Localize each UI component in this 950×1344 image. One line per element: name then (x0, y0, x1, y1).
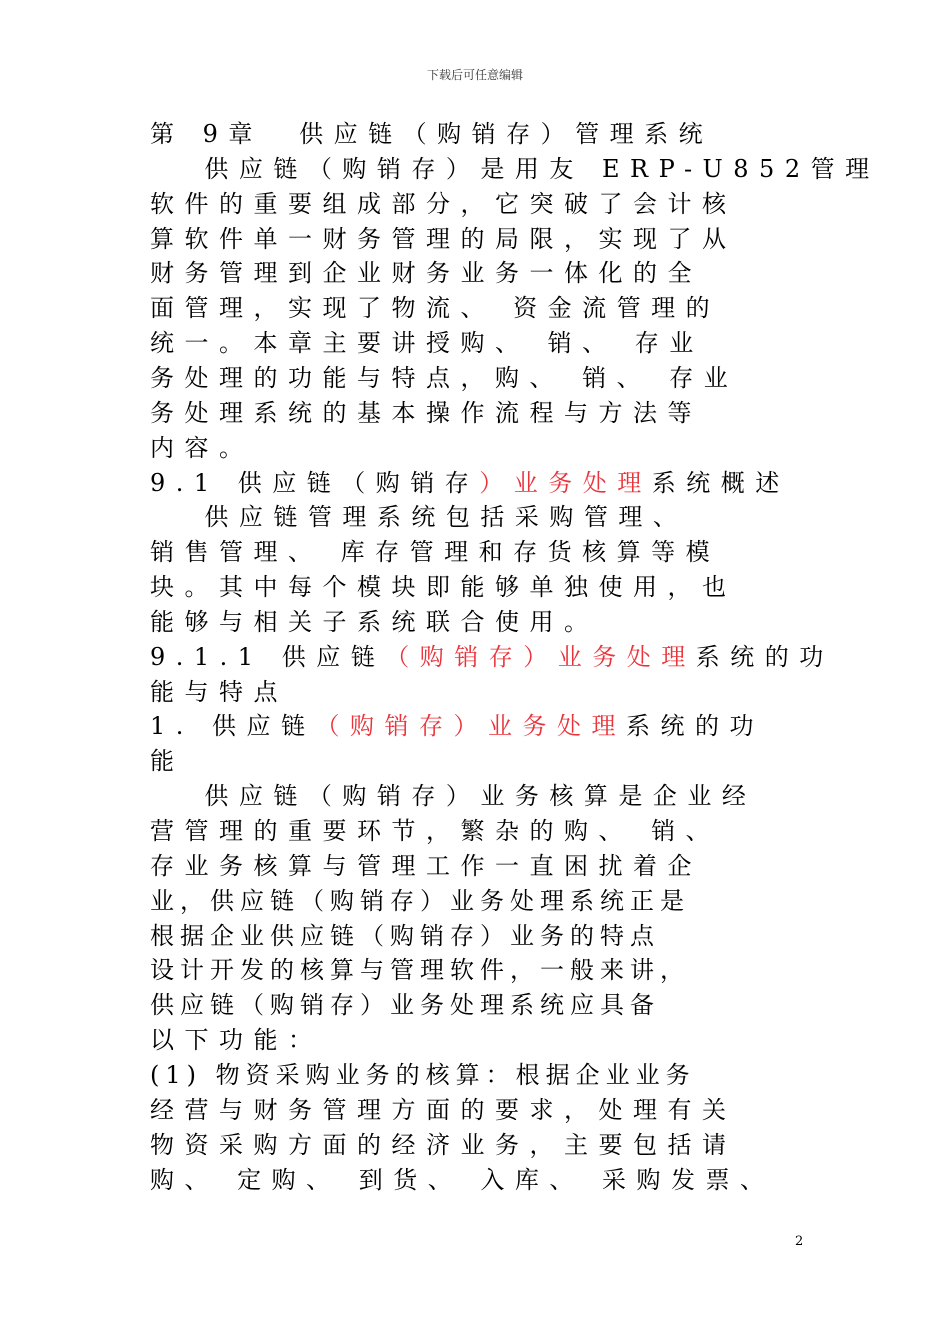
highlighted-text: （购销存）业务处理 (315, 712, 627, 741)
text-line (150, 537, 720, 567)
text-line (150, 363, 738, 393)
text-segment: 购、 定购、 到货、 入库、 采购发票、 (150, 1165, 775, 1194)
text-line (150, 886, 690, 916)
text-line (150, 851, 702, 881)
text-segment: 物资采购方面的经济业务，主要包括请 (150, 1130, 737, 1159)
text-segment: 营管理的重要环节，繁杂的购、 销、 (150, 817, 721, 845)
text-line (150, 955, 690, 985)
text-segment: 软件的重要组成部分，它突破了会计核 (150, 189, 737, 218)
text-segment: 经营与财务管理方面的要求，处理有关 (150, 1095, 737, 1124)
text-line (150, 293, 720, 323)
text-segment: (1) 物资采购业务的核算：根据企业业务 (150, 1060, 696, 1089)
text-segment: 能够与相关子系统联合使用。 (150, 607, 599, 636)
text-line (150, 711, 764, 741)
text-line (150, 224, 737, 254)
text-line (150, 502, 687, 532)
text-segment: 块。其中每个模块即能够单独使用，也 (150, 573, 737, 602)
text-segment: 财务管理到企业财务业务一体化的全 (150, 259, 702, 288)
text-line (150, 258, 702, 288)
text-line (150, 1095, 737, 1125)
highlighted-text: ）业务处理 (479, 468, 652, 497)
text-segment: 统一。本章主要讲授购、 销、 存业 (150, 329, 704, 358)
text-segment: 务处理的功能与特点，购、 销、 存业 (150, 363, 739, 392)
text-segment: 能 (150, 747, 185, 776)
text-segment: 能与特点 (150, 677, 288, 706)
text-line (150, 746, 185, 776)
text-line (150, 677, 288, 707)
text-line (150, 1165, 775, 1195)
text-segment: 设计开发的核算与管理软件，一般来讲， (150, 956, 690, 985)
text-segment: 1. 供应链 (150, 712, 316, 741)
text-line (150, 119, 713, 149)
text-segment: 算软件单一财务管理的局限，实现了从 (150, 224, 737, 253)
text-segment: 9.1.1 供应链 (150, 642, 386, 671)
text-line (150, 189, 737, 219)
text-line (150, 468, 790, 498)
text-line (150, 607, 599, 637)
text-segment: 内容。 (150, 433, 254, 462)
text-segment: 供应链（购销存）业务核算是企业经 (150, 782, 757, 811)
text-segment: 以下功能： (150, 1026, 323, 1055)
text-segment: 第 9章 供应链（购销存）管理系统 (150, 120, 714, 148)
text-segment: 9.1 供应链（购销存 (150, 468, 480, 497)
text-line (150, 433, 254, 463)
text-segment: 供应链管理系统包括采购管理、 (150, 503, 688, 532)
text-line (150, 642, 834, 672)
text-line (150, 921, 660, 951)
text-segment: 业，供应链（购销存）业务处理系统正是 (150, 886, 690, 915)
text-line (150, 781, 756, 811)
page-header: 下载后可任意编辑 (426, 68, 523, 82)
text-segment: 根据企业供应链（购销存）业务的特点 (150, 921, 660, 950)
text-line (150, 816, 720, 846)
text-line (150, 154, 880, 184)
text-line (150, 1130, 737, 1160)
highlighted-text: （购销存）业务处理 (385, 642, 696, 671)
text-segment: 销售管理、 库存管理和存货核算等模 (150, 538, 721, 567)
text-segment: 务处理系统的基本操作流程与方法等 (150, 398, 702, 427)
text-segment: 存业务核算与管理工作一直困扰着企 (150, 851, 702, 880)
text-line (150, 398, 702, 428)
text-line (150, 572, 737, 602)
text-segment: 供应链（购销存）是用友 ERP-U852管理 (150, 154, 880, 183)
text-segment: 系统的功 (695, 642, 834, 671)
text-segment: 系统的功 (626, 712, 765, 741)
text-line (150, 328, 704, 358)
text-line (150, 1025, 323, 1055)
text-line (150, 990, 660, 1020)
text-line (150, 1060, 696, 1090)
text-segment: 面管理，实现了物流、 资金流管理的 (150, 294, 721, 323)
page-number: 2 (795, 1234, 804, 1249)
text-segment: 供应链（购销存）业务处理系统应具备 (150, 991, 660, 1020)
text-segment: 系统概述 (651, 468, 790, 497)
